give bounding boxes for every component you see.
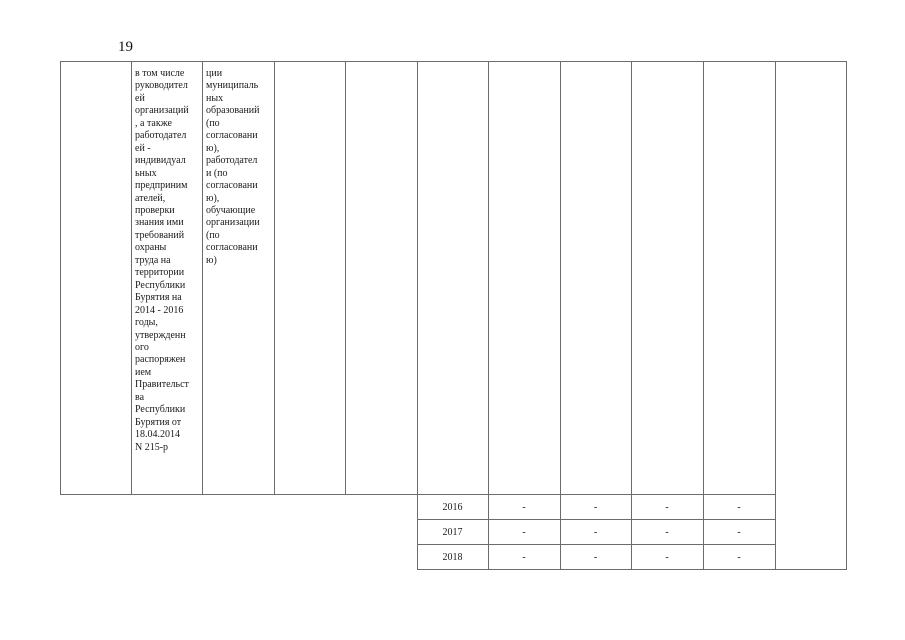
col-border — [274, 61, 275, 495]
row-value: - — [593, 527, 598, 538]
row-value: - — [665, 552, 669, 563]
row-value: - — [593, 552, 598, 563]
col-border — [131, 61, 132, 495]
table-top-border — [60, 61, 846, 62]
col-border — [488, 61, 489, 570]
col-border — [775, 61, 776, 570]
cell-responsible: ции муниципаль ных образований (по согласовани ю), работодател и (по согласовани ю), обучающие организации (по согласовани ю) — [206, 68, 260, 266]
col-border — [560, 61, 561, 570]
row-value: - — [737, 502, 741, 513]
row-year: 2018 — [442, 552, 463, 563]
row-divider — [417, 544, 776, 545]
table-right-border — [846, 61, 847, 570]
row-value: - — [665, 527, 669, 538]
col-border — [631, 61, 632, 570]
row-year: 2016 — [442, 502, 463, 513]
row-value: - — [522, 552, 526, 563]
col-border — [417, 61, 418, 570]
row-year: 2017 — [442, 527, 463, 538]
cell-description: в том числе руководител ей организаций , а также работодател ей - индивидуал ьных предприним ателей, проверки знания ими требований охраны труда на территории Республики Бурятия на 2014 - 2016 годы, утвержденн ого распоряжен ием Правительст ва Республики Бурятия от 18.04.2014 N 215-р — [135, 68, 189, 453]
col-border — [60, 61, 61, 495]
page-number: 19 — [118, 39, 133, 55]
row-divider — [417, 519, 776, 520]
row-value: - — [522, 502, 526, 513]
row-value: - — [665, 502, 669, 513]
row-value: - — [737, 552, 741, 563]
col-border — [703, 61, 704, 570]
row-value: - — [593, 502, 598, 513]
block-bottom-border — [60, 494, 776, 495]
col-border — [345, 61, 346, 495]
row-value: - — [737, 527, 741, 538]
row-value: - — [522, 527, 526, 538]
